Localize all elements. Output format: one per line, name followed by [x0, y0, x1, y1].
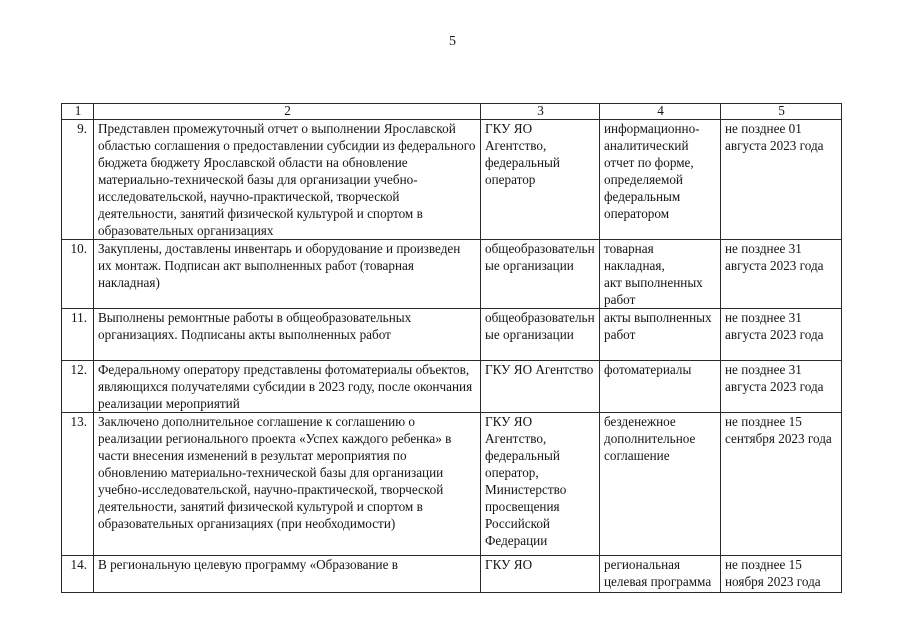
- responsible-cell: ГКУ ЯО Агентство, федеральный оператор: [481, 120, 600, 240]
- responsible-cell: общеобразовательные организации: [481, 240, 600, 309]
- event-cell: Заключено дополнительное соглашение к соглашению о реализации регионального проекта «Успех каждого ребенка» в части внесения изменений в результат мероприятия по обновлению материально-технической базы для организации учебно-исследовательской, научно-практической, творческой деятельности, занятий физической культурой и спортом в образовательных организациях (при необходимости): [94, 413, 481, 556]
- document-cell: акты выполненных работ: [600, 309, 721, 361]
- row-number: 14.: [62, 556, 94, 593]
- events-table: [61, 103, 842, 593]
- deadline-cell: не позднее 01 августа 2023 года: [721, 120, 842, 240]
- row-number: 10.: [62, 240, 94, 309]
- responsible-cell: ГКУ ЯО Агентство: [481, 361, 600, 413]
- deadline-cell: не позднее 31 августа 2023 года: [721, 309, 842, 361]
- responsible-cell: общеобразовательные организации: [481, 309, 600, 361]
- event-cell: Представлен промежуточный отчет о выполнении Ярославской областью соглашения о предоставлении субсидии из федерального бюджета бюджету Ярославской области на обновление материально-технической базы для организации учебно-исследовательской, научно-практической, творческой деятельности, занятий физической культурой и спортом в образовательных организациях: [94, 120, 481, 240]
- event-cell: Федеральному оператору представлены фотоматериалы объектов, являющихся получателями субсидии в 2023 году, после окончания реализации мероприятий: [94, 361, 481, 413]
- table-header-row: [62, 104, 842, 120]
- responsible-cell: ГКУ ЯО: [481, 556, 600, 593]
- row-number: 12.: [62, 361, 94, 413]
- event-cell: Выполнены ремонтные работы в общеобразовательных организациях. Подписаны акты выполненных работ: [94, 309, 481, 361]
- page-number: 5: [449, 34, 456, 49]
- responsible-cell: ГКУ ЯО Агентство, федеральный оператор, Министерство просвещения Российской Федерации: [481, 413, 600, 556]
- document-cell: безденежное дополнительное соглашение: [600, 413, 721, 556]
- table-row: [62, 120, 842, 240]
- header-cell: 2: [94, 104, 481, 120]
- event-cell: В региональную целевую программу «Образование в: [94, 556, 481, 593]
- document-cell: информационно-аналитический отчет по форме, определяемой федеральным оператором: [600, 120, 721, 240]
- row-number: 9.: [62, 120, 94, 240]
- table-row: [62, 413, 842, 556]
- table-row: [62, 361, 842, 413]
- table-row: [62, 240, 842, 309]
- document-cell: фотоматериалы: [600, 361, 721, 413]
- header-cell: 5: [721, 104, 842, 120]
- document-cell: региональная целевая программа: [600, 556, 721, 593]
- table-row: [62, 309, 842, 361]
- header-cell: 3: [481, 104, 600, 120]
- deadline-cell: не позднее 15 сентября 2023 года: [721, 413, 842, 556]
- document-cell: товарная накладная, акт выполненных работ: [600, 240, 721, 309]
- table-row: [62, 556, 842, 593]
- event-cell: Закуплены, доставлены инвентарь и оборудование и произведен их монтаж. Подписан акт выполненных работ (товарная накладная): [94, 240, 481, 309]
- row-number: 13.: [62, 413, 94, 556]
- deadline-cell: не позднее 15 ноября 2023 года: [721, 556, 842, 593]
- deadline-cell: не позднее 31 августа 2023 года: [721, 240, 842, 309]
- header-cell: 1: [62, 104, 94, 120]
- header-cell: 4: [600, 104, 721, 120]
- row-number: 11.: [62, 309, 94, 361]
- deadline-cell: не позднее 31 августа 2023 года: [721, 361, 842, 413]
